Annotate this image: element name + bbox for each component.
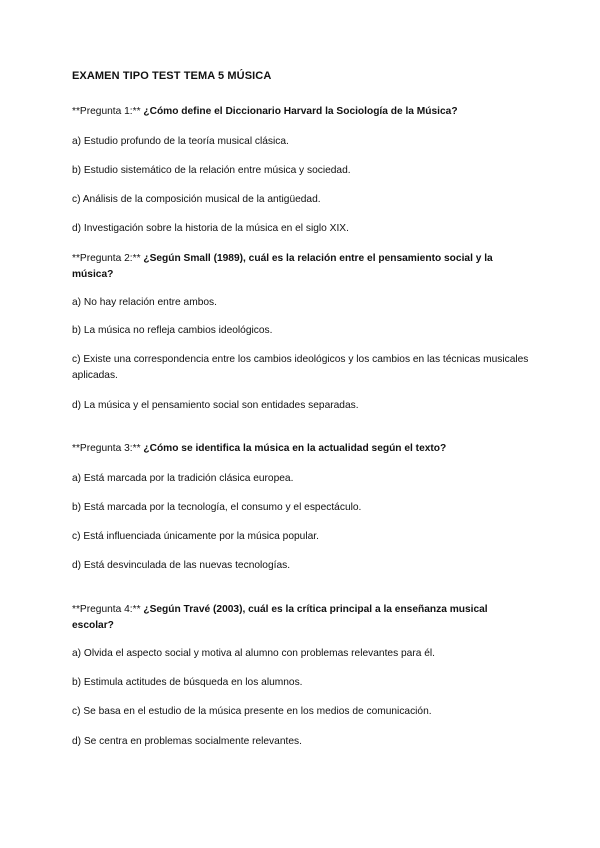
answer-option: b) Está marcada por la tecnología, el consumo y el espectáculo.	[72, 502, 362, 513]
answer-option: d) Se centra en problemas socialmente relevantes.	[72, 736, 302, 747]
question-4	[72, 602, 532, 633]
question-prefix: **Pregunta 3:**	[72, 443, 144, 454]
answer-option: a) Estudio profundo de la teoría musical clásica.	[72, 136, 289, 147]
page-title: EXAMEN TIPO TEST TEMA 5 MÚSICA	[72, 70, 272, 82]
answer-option: b) Estudio sistemático de la relación entre música y sociedad.	[72, 165, 351, 176]
answer-option: a) Olvida el aspecto social y motiva al alumno con problemas relevantes para él.	[72, 648, 435, 659]
answer-option: b) La música no refleja cambios ideológicos.	[72, 325, 273, 336]
question-2	[72, 251, 532, 282]
question-text: ¿Según Small (1989), cuál es la relación entre el pensamiento social y la música?	[72, 253, 493, 280]
question-text: ¿Cómo se identifica la música en la actualidad según el texto?	[143, 443, 447, 454]
answer-option: c) Se basa en el estudio de la música presente en los medios de comunicación.	[72, 706, 432, 717]
answer-option: c) Está influenciada únicamente por la música popular.	[72, 531, 319, 542]
question-prefix: **Pregunta 2:**	[72, 253, 144, 264]
answer-option: c) Análisis de la composición musical de la antigüedad.	[72, 194, 321, 205]
answer-option: c) Existe una correspondencia entre los cambios ideológicos y los cambios en las técnicas musicales aplicadas.	[72, 354, 529, 381]
answer-option: d) Está desvinculada de las nuevas tecnologías.	[72, 560, 291, 571]
answer-option: d) La música y el pensamiento social son entidades separadas.	[72, 400, 359, 411]
answer-option: b) Estimula actitudes de búsqueda en los alumnos.	[72, 677, 303, 688]
answer-option: a) No hay relación entre ambos.	[72, 297, 217, 308]
question-prefix: **Pregunta 1:**	[72, 106, 144, 117]
answer-option: d) Investigación sobre la historia de la música en el siglo XIX.	[72, 223, 349, 234]
question-1	[72, 104, 532, 120]
question-prefix: **Pregunta 4:**	[72, 604, 144, 615]
question-3	[72, 441, 532, 457]
question-text: ¿Cómo define el Diccionario Harvard la Sociología de la Música?	[143, 106, 458, 117]
question-text: ¿Según Travé (2003), cuál es la crítica principal a la enseñanza musical escolar?	[72, 604, 488, 631]
answer-option: a) Está marcada por la tradición clásica europea.	[72, 473, 294, 484]
